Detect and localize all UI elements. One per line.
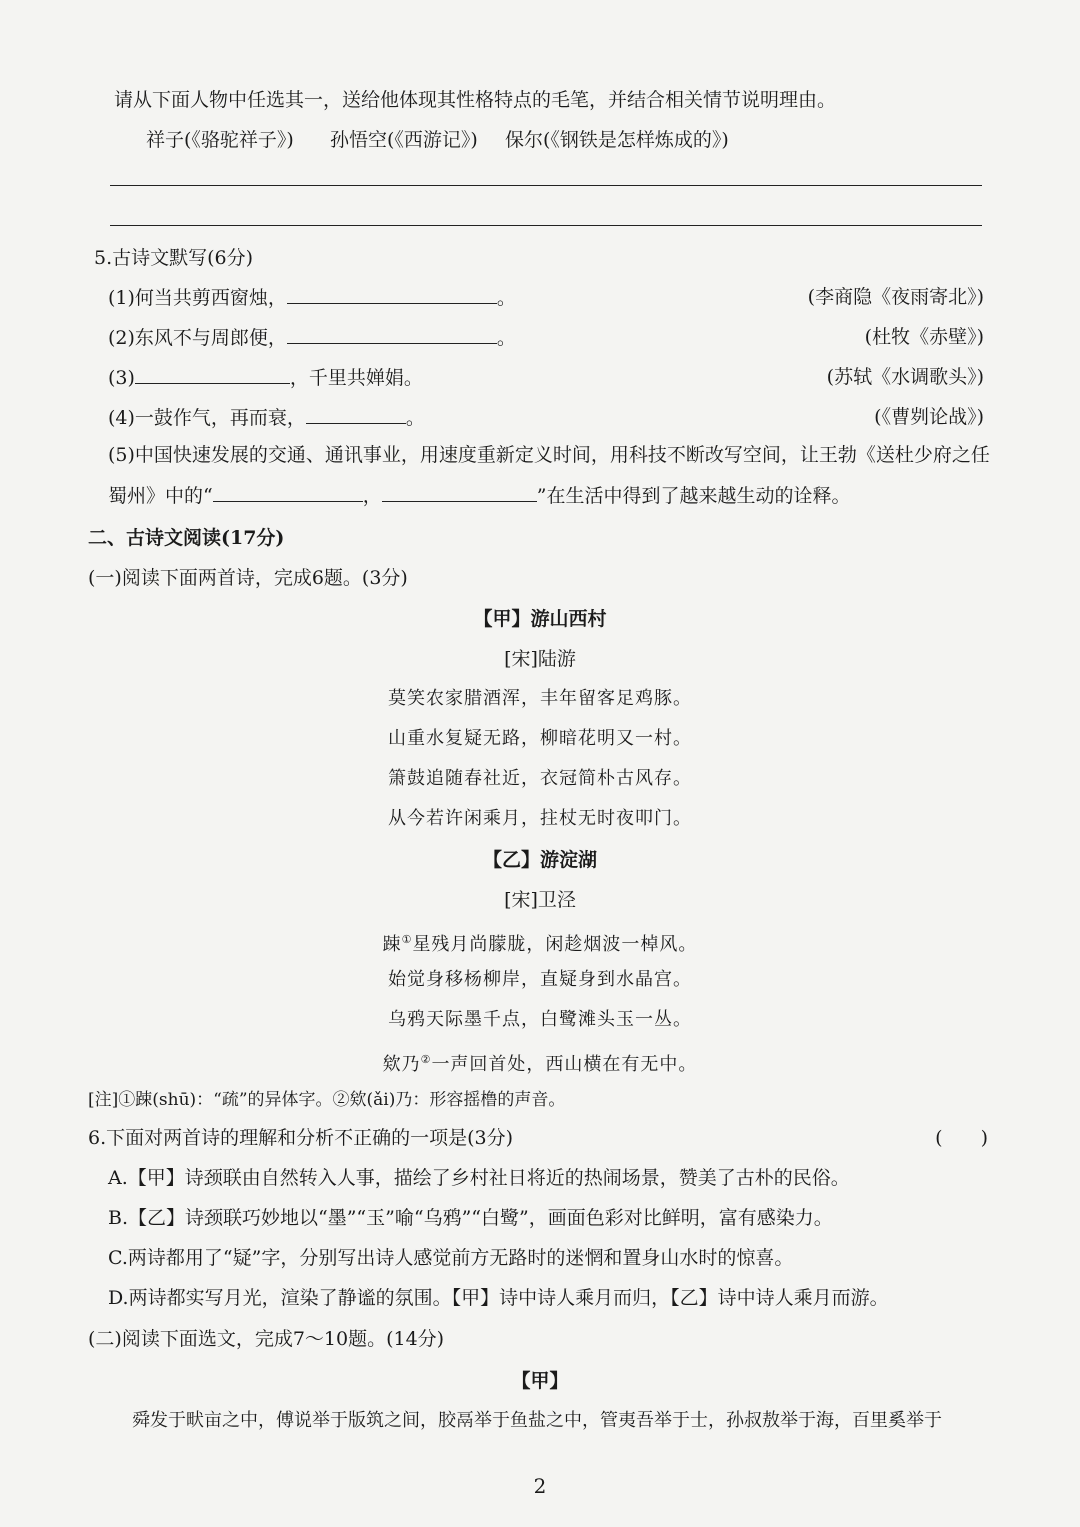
page-number: 2 [533,1474,547,1498]
poem-b-line-4 [0,1046,1080,1079]
poem-a-line-4: 从今若许闲乘月，拄杖无时夜叩门。 [388,808,692,829]
passage-jia-text: 舜发于畎亩之中，傅说举于版筑之间，胶鬲举于鱼盐之中，管夷吾举于士，孙叔敖举于海，百里奚举于 [132,1410,942,1431]
blank-2[interactable] [287,323,497,344]
blank-5b[interactable] [382,481,537,502]
poem-notes: [注]①踈(shū)：“疏”的异体字。②欸(ǎi)乃：形容摇橹的声音。 [88,1090,566,1110]
poem-b-line-1-rest: 星残月尚朦胧，闲趁烟波一棹风。 [412,934,698,955]
poem-b-line-1 [0,926,1080,959]
source-3: (苏轼《水调歌头》) [826,366,984,388]
q5-line-4-end: 。 [405,407,425,429]
poem-b-line-1-start: 踈 [382,934,402,955]
q4-choice-baoer: 保尔(《钢铁是怎样炼成的》) [505,129,729,151]
q5-heading: 5.古诗文默写(6分) [94,247,254,269]
q5-line-1-text: (1)何当共剪西窗烛， [108,287,287,309]
q5-line-2-end: 。 [496,327,516,349]
poem-b-title: 【乙】游淀湖 [482,849,597,871]
q4-choice-xiangzi: 祥子(《骆驼祥子》) [146,129,294,151]
blank-4[interactable] [306,403,406,424]
q4-prompt: 请从下面人物中任选其一，送给他体现其性格特点的毛笔，并结合相关情节说明理由。 [114,89,837,111]
q5-line-4 [108,403,425,432]
poem-a-author: [宋]陆游 [504,648,576,670]
part-2-heading: (二)阅读下面选文，完成7～10题。(14分) [88,1328,445,1350]
q5-line-2-text: (2)东风不与周郎便， [108,327,287,349]
answer-line-1[interactable] [110,185,982,186]
q4-choice-sunwukong: 孙悟空(《西游记》) [330,129,478,151]
poem-b-line-4-start: 欸乃 [382,1054,421,1075]
passage-jia-label: 【甲】 [511,1370,569,1392]
source-4: (《曹刿论战》) [874,406,984,428]
footnote-mark-1: ① [401,933,413,946]
section-2-heading: 二、古诗文阅读(17分) [88,527,285,549]
q5-line-2 [108,323,516,352]
blank-1[interactable] [287,283,497,304]
poem-b-line-4-rest: 一声回首处，西山横在有无中。 [431,1054,698,1075]
q6-stem: 6.下面对两首诗的理解和分析不正确的一项是(3分) [88,1127,514,1149]
q5-line-1-end: 。 [496,287,516,309]
q5-line-3-num: (3) [108,367,135,389]
q6-option-a[interactable]: A.【甲】诗颈联由自然转入人事，描绘了乡村社日将近的热闹场景，赞美了古朴的民俗。 [108,1167,850,1189]
q6-option-d[interactable]: D.两诗都实写月光，渲染了静谧的氛围。【甲】诗中诗人乘月而归，【乙】诗中诗人乘月而游。 [108,1287,889,1309]
poem-a-title: 【甲】游山西村 [473,608,607,630]
q5-line-3-text: ，千里共婵娟。 [289,367,423,389]
q5-line-4-text: (4)一鼓作气，再而衰， [108,407,306,429]
source-1: (李商隐《夜雨寄北》) [807,286,984,308]
part-1-heading: (一)阅读下面两首诗，完成6题。(3分) [88,567,408,589]
blank-3[interactable] [135,363,290,384]
answer-line-2[interactable] [110,225,982,226]
footnote-mark-2: ② [420,1053,432,1066]
poem-b-author: [宋]卫泾 [504,889,576,911]
q5-line-5b-text: 蜀州》中的“ [108,485,213,507]
q5-line-3 [108,363,423,392]
q6-option-b[interactable]: B.【乙】诗颈联巧妙地以“墨”“玉”喻“乌鸦”“白鹭”，画面色彩对比鲜明，富有感染力。 [108,1207,833,1229]
q6-answer-paren[interactable]: ( ) [935,1127,988,1149]
q5-line-1 [108,283,516,312]
q5-line-5b-end: ”在生活中得到了越来越生动的诠释。 [536,485,851,507]
poem-a-line-2: 山重水复疑无路，柳暗花明又一村。 [388,728,692,749]
blank-5a[interactable] [213,481,363,502]
q5-line-5b [108,481,850,510]
q6-option-c[interactable]: C.两诗都用了“疑”字，分别写出诗人感觉前方无路时的迷惘和置身山水时的惊喜。 [108,1247,794,1269]
poem-b-line-2: 始觉身移杨柳岸，直疑身到水晶宫。 [388,969,692,990]
poem-b-line-3: 乌鸦天际墨千点，白鹭滩头玉一丛。 [388,1009,692,1030]
q5-line-5a: (5)中国快速发展的交通、通讯事业，用速度重新定义时间，用科技不断改写空间，让王勃《送杜少府之任 [108,444,990,466]
q5-line-5b-comma: ， [362,485,382,507]
poem-a-line-3: 箫鼓追随春社近，衣冠简朴古风存。 [388,768,692,789]
source-2: (杜牧《赤壁》) [864,326,984,348]
poem-a-line-1: 莫笑农家腊酒浑，丰年留客足鸡豚。 [388,688,692,709]
